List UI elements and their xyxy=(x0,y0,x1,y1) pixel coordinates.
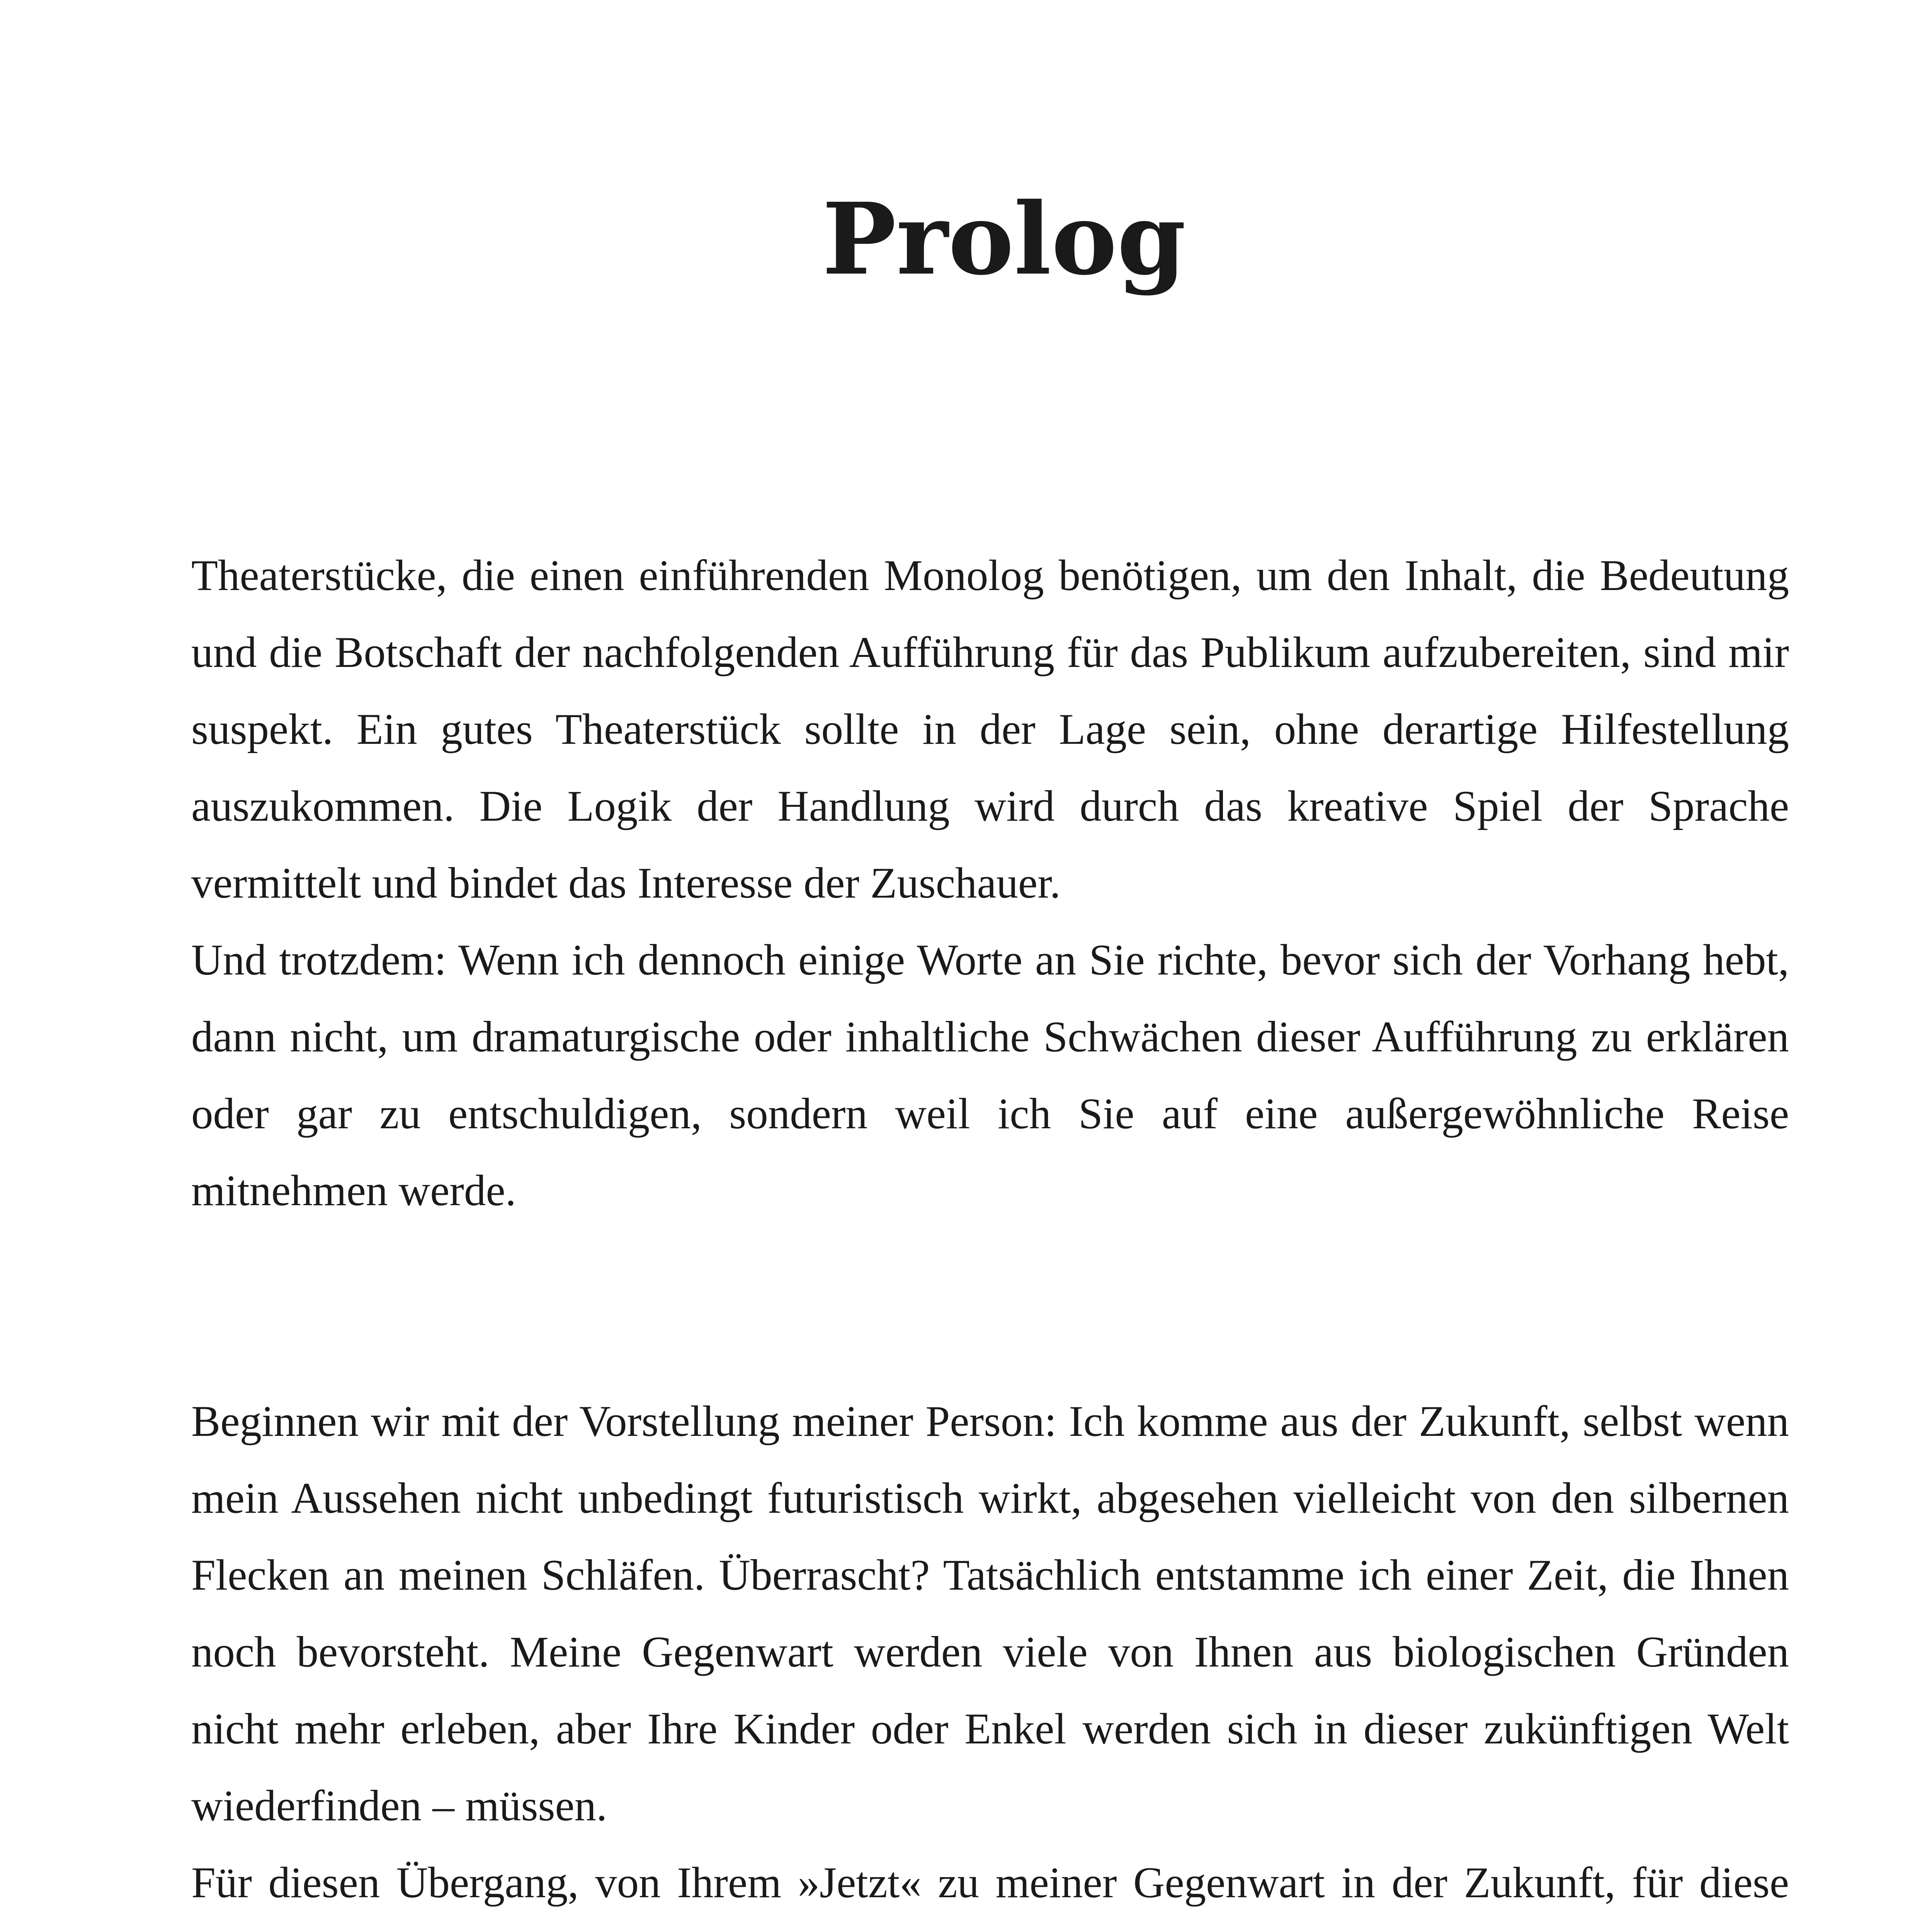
paragraph: Theaterstücke, die einen einführenden Monolog benötigen, um den Inhalt, die Bedeutung und die Botschaft der nachfolgenden Aufführung für das Publikum aufzubereiten, sind mir suspekt. Ein gutes Theaterstück sollte in der Lage sein, ohne derartige Hilfestellung auszukommen. Die Logik der Handlung wird durch das kreative Spiel der Sprache vermittelt und bindet das Interesse der Zuschauer. xyxy=(191,551,1789,907)
paragraph: Und trotzdem: Wenn ich dennoch einige Worte an Sie richte, bevor sich der Vorhang hebt, dann nicht, um dramaturgische oder inhaltliche Schwächen dieser Aufführung zu erklären oder gar zu entschuldigen, sondern weil ich Sie auf eine außergewöhnliche Reise mitnehmen werde. xyxy=(191,936,1789,1215)
body-text xyxy=(191,537,1789,1932)
paragraph: Für diesen Übergang, von Ihrem »Jetzt« zu meiner Gegenwart in der Zukunft, für diese xyxy=(191,1859,1789,1907)
paragraph: Beginnen wir mit der Vorstellung meiner Person: Ich komme aus der Zukunft, selbst wenn mein Aussehen nicht unbedingt futuristisch wirkt, abgesehen vielleicht von den silbernen Flecken an meinen Schläfen. Überrascht? Tatsächlich entstamme ich einer Zeit, die Ihnen noch bevorsteht. Meine Gegenwart werden viele von Ihnen aus biologischen Gründen nicht mehr erleben, aber Ihre Kinder oder Enkel werden sich in dieser zukünftigen Welt wiederfinden – müssen. xyxy=(191,1397,1789,1830)
section-break xyxy=(191,1229,1789,1383)
chapter-title: Prolog xyxy=(822,182,1186,297)
